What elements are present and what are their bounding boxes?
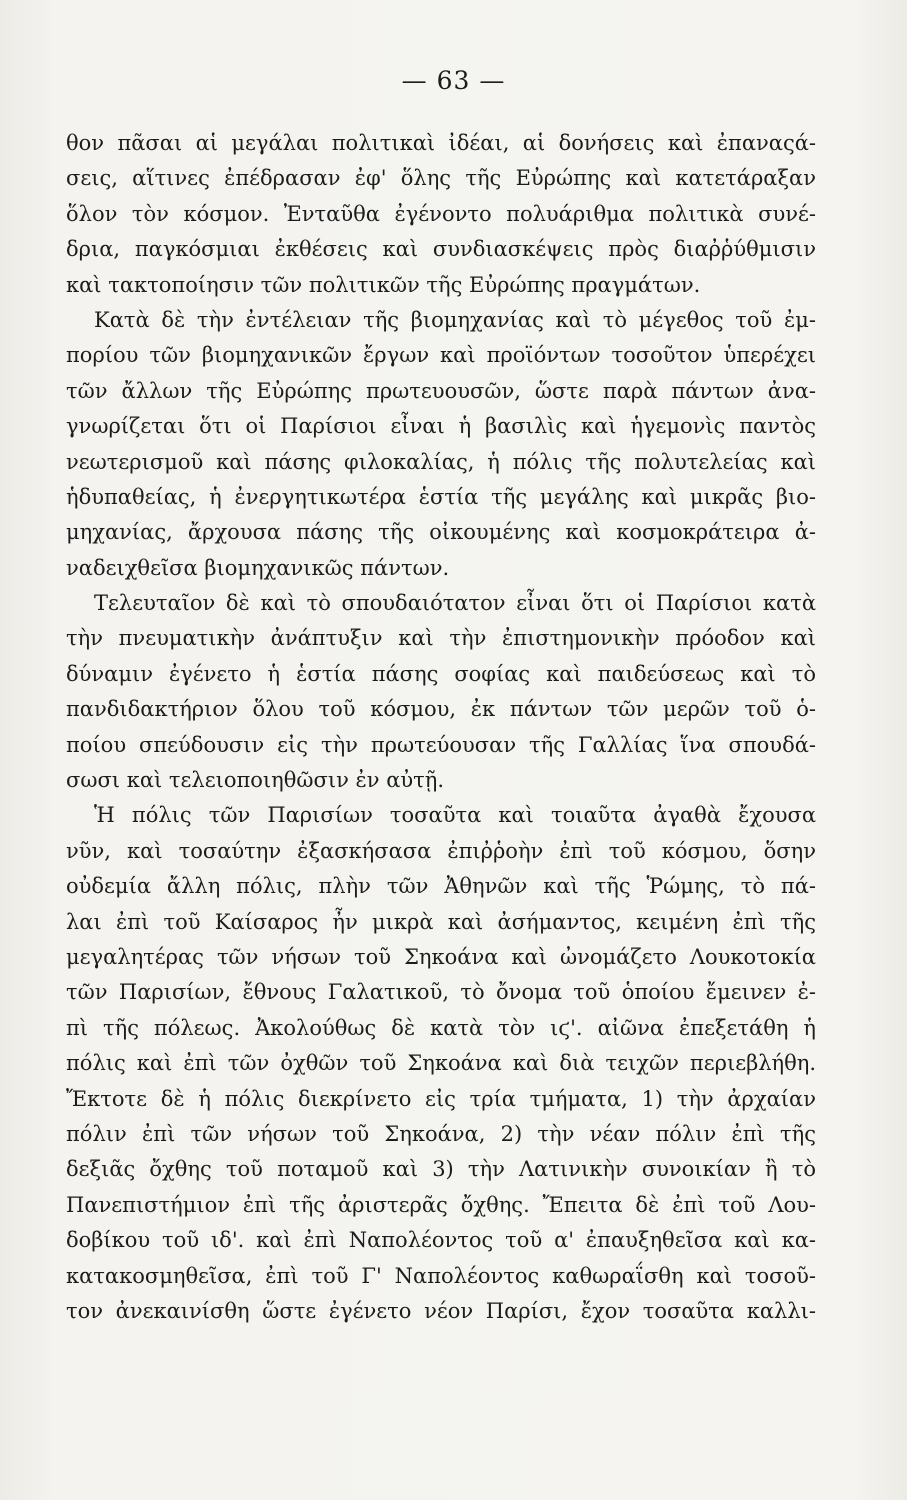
text-line: τῶν ἄλλων τῆς Εὐρώπης πρωτευουσῶν, ὥστε παρὰ πάντων ἀνα- — [66, 378, 816, 403]
text-line: ἡδυπαθείας, ἡ ἐνεργητικωτέρα ἑστία τῆς μεγάλης καὶ μικρᾶς βιο- — [66, 484, 816, 509]
text-line: δοβίκου τοῦ ιδ'. καὶ ἐπὶ Ναπολέοντος τοῦ α' ἐπαυξηθεῖσα καὶ κα- — [66, 1228, 816, 1253]
text-line: καὶ τακτοποίησιν τῶν πολιτικῶν τῆς Εὐρώπης πραγμάτων. — [66, 272, 701, 297]
text-line: ὅλον τὸν κόσμον. Ἐνταῦθα ἐγένοντο πολυάριθμα πολιτικὰ συνέ- — [66, 201, 816, 226]
text-line: δύναμιν ἐγένετο ἡ ἑστία πάσης σοφίας καὶ παιδεύσεως καὶ τὸ — [66, 661, 816, 686]
text-line: πανδιδακτήριον ὅλου τοῦ κόσμου, ἐκ πάντων τῶν μερῶν τοῦ ὁ- — [66, 697, 816, 722]
text-line: ποίου σπεύδουσιν εἰς τὴν πρωτεύουσαν τῆς Γαλλίας ἵνα σπουδά- — [66, 732, 816, 757]
paragraph-first-line: Κατὰ δὲ τὴν ἐντέλειαν τῆς βιομηχανίας καὶ τὸ μέγεθος τοῦ ἐμ- — [94, 307, 816, 332]
paragraph-first-line: Ἡ πόλις τῶν Παρισίων τοσαῦτα καὶ τοιαῦτα ἀγαθὰ ἔχουσα — [94, 803, 816, 828]
text-line: Πανεπιστήμιον ἐπὶ τῆς ἀριστερᾶς ὄχθης. Ἔπειτα δὲ ἐπὶ τοῦ Λου- — [66, 1192, 816, 1217]
text-line: θον πᾶσαι αἱ μεγάλαι πολιτικαὶ ἰδέαι, αἱ δονήσεις καὶ ἐπαναςά- — [66, 131, 816, 155]
body-text — [66, 126, 816, 1329]
text-line: ναδειχθεῖσα βιομηχανικῶς πάντων. — [66, 555, 450, 580]
text-line: οὐδεμία ἄλλη πόλις, πλὴν τῶν Ἀθηνῶν καὶ τῆς Ῥώμης, τὸ πά- — [66, 874, 816, 899]
page-number: — 63 — — [401, 66, 506, 95]
text-line: μεγαλητέρας τῶν νήσων τοῦ Σηκοάνα καὶ ὠνομάζετο Λουκοτοκία — [66, 944, 816, 969]
text-line: γνωρίζεται ὅτι οἱ Παρίσιοι εἶναι ἡ βασιλὶς καὶ ἡγεμονὶς παντὸς — [66, 414, 816, 439]
text-line: νῦν, καὶ τοσαύτην ἐξασκήσασα ἐπιῤῥοὴν ἐπὶ τοῦ κόσμου, ὅσην — [66, 838, 816, 863]
text-line: μηχανίας, ἄρχουσα πάσης τῆς οἰκουμένης καὶ κοσμοκράτειρα ἀ- — [66, 520, 816, 545]
text-line: σεις, αἵτινες ἐπέδρασαν ἐφ' ὅλης τῆς Εὐρώπης καὶ κατετάραξαν — [66, 166, 816, 191]
text-line: κατακοσμηθεῖσα, ἐπὶ τοῦ Γ' Ναπολέοντος καθωραΐσθη καὶ τοσοῦ- — [66, 1263, 816, 1288]
text-line: δρια, παγκόσμιαι ἐκθέσεις καὶ συνδιασκέψεις πρὸς διαῤῥύθμισιν — [66, 237, 816, 262]
text-line: δεξιᾶς ὄχθης τοῦ ποταμοῦ καὶ 3) τὴν Λατινικὴν συνοικίαν ἢ τὸ — [66, 1157, 816, 1182]
paragraph-first-line: Τελευταῖον δὲ καὶ τὸ σπουδαιότατον εἶναι ὅτι οἱ Παρίσιοι κατὰ — [94, 591, 816, 616]
text-line: πόλιν ἐπὶ τῶν νήσων τοῦ Σηκοάνα, 2) τὴν νέαν πόλιν ἐπὶ τῆς — [66, 1121, 816, 1146]
text-line: τῶν Παρισίων, ἔθνους Γαλατικοῦ, τὸ ὄνομα τοῦ ὁποίου ἔμεινεν ἐ- — [66, 980, 816, 1005]
text-line: λαι ἐπὶ τοῦ Καίσαρος ἦν μικρὰ καὶ ἀσήμαντος, κειμένη ἐπὶ τῆς — [66, 909, 816, 934]
text-line: νεωτερισμοῦ καὶ πάσης φιλοκαλίας, ἡ πόλις τῆς πολυτελείας καὶ — [66, 449, 816, 474]
text-line: πόλις καὶ ἐπὶ τῶν ὀχθῶν τοῦ Σηκοάνα καὶ διὰ τειχῶν περιεβλήθη. — [66, 1051, 816, 1076]
text-line: πὶ τῆς πόλεως. Ἀκολούθως δὲ κατὰ τὸν ιϛ'. αἰῶνα ἐπεξετάθη ἡ — [66, 1015, 816, 1040]
text-line: πορίου τῶν βιομηχανικῶν ἔργων καὶ προϊόντων τοσοῦτον ὑπερέχει — [66, 343, 816, 368]
text-line: σωσι καὶ τελειοποιηθῶσιν ἐν αὐτῇ. — [66, 768, 445, 793]
text-line: τὴν πνευματικὴν ἀνάπτυξιν καὶ τὴν ἐπιστημονικὴν πρόοδον καὶ — [66, 626, 816, 651]
text-line: τον ἀνεκαινίσθη ὥστε ἐγένετο νέον Παρίσι, ἔχον τοσαῦτα καλλι- — [66, 1298, 816, 1323]
text-line: Ἔκτοτε δὲ ἡ πόλις διεκρίνετο εἰς τρία τμήματα, 1) τὴν ἀρχαίαν — [66, 1086, 816, 1111]
